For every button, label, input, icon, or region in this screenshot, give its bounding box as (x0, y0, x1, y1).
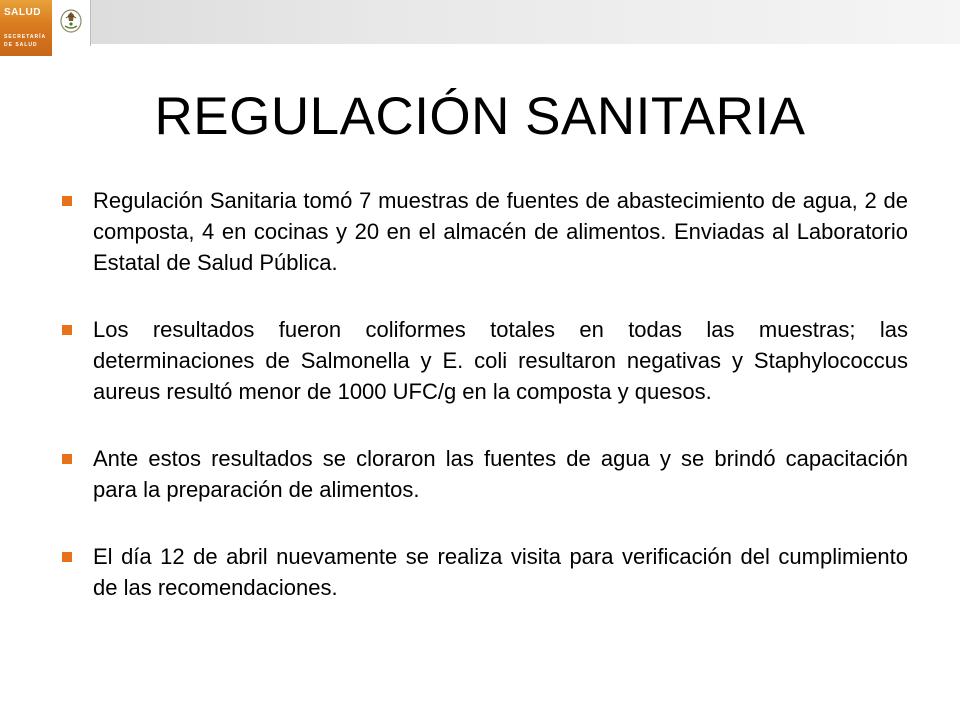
bullet-square-icon (62, 325, 72, 335)
bullet-square-icon (62, 552, 72, 562)
emblem-frame (52, 0, 91, 46)
list-item (62, 541, 908, 603)
list-item (62, 443, 908, 505)
bullet-text: Los resultados fueron coliformes totales en todas las muestras; las determinaciones de Salmonella y E. coli resultaron negativas y Staphylococcus aureus resultó menor de 1000 UFC/g en la composta y quesos. (93, 317, 908, 404)
bullet-square-icon (62, 196, 72, 206)
logo-title: SALUD (4, 7, 41, 18)
bullet-text: Regulación Sanitaria tomó 7 muestras de fuentes de abastecimiento de agua, 2 de composta, 4 en cocinas y 20 en el almacén de alimentos. Enviadas al Laboratorio Estatal de Salud Pública. (93, 188, 908, 275)
bullet-text: El día 12 de abril nuevamente se realiza visita para verificación del cumplimiento de las recomendaciones. (93, 544, 908, 600)
bullet-text: Ante estos resultados se cloraron las fuentes de agua y se brindó capacitación para la preparación de alimentos. (93, 446, 908, 502)
salud-logo (0, 0, 52, 56)
bullet-square-icon (62, 454, 72, 464)
list-item (62, 185, 908, 278)
header-band (0, 0, 960, 44)
bullet-list (62, 185, 908, 639)
page-title: REGULACIÓN SANITARIA (154, 87, 806, 146)
list-item (62, 314, 908, 407)
mexican-coat-of-arms-icon (59, 6, 83, 36)
logo-subtitle: SECRETARÍA DE SALUD (4, 34, 46, 48)
